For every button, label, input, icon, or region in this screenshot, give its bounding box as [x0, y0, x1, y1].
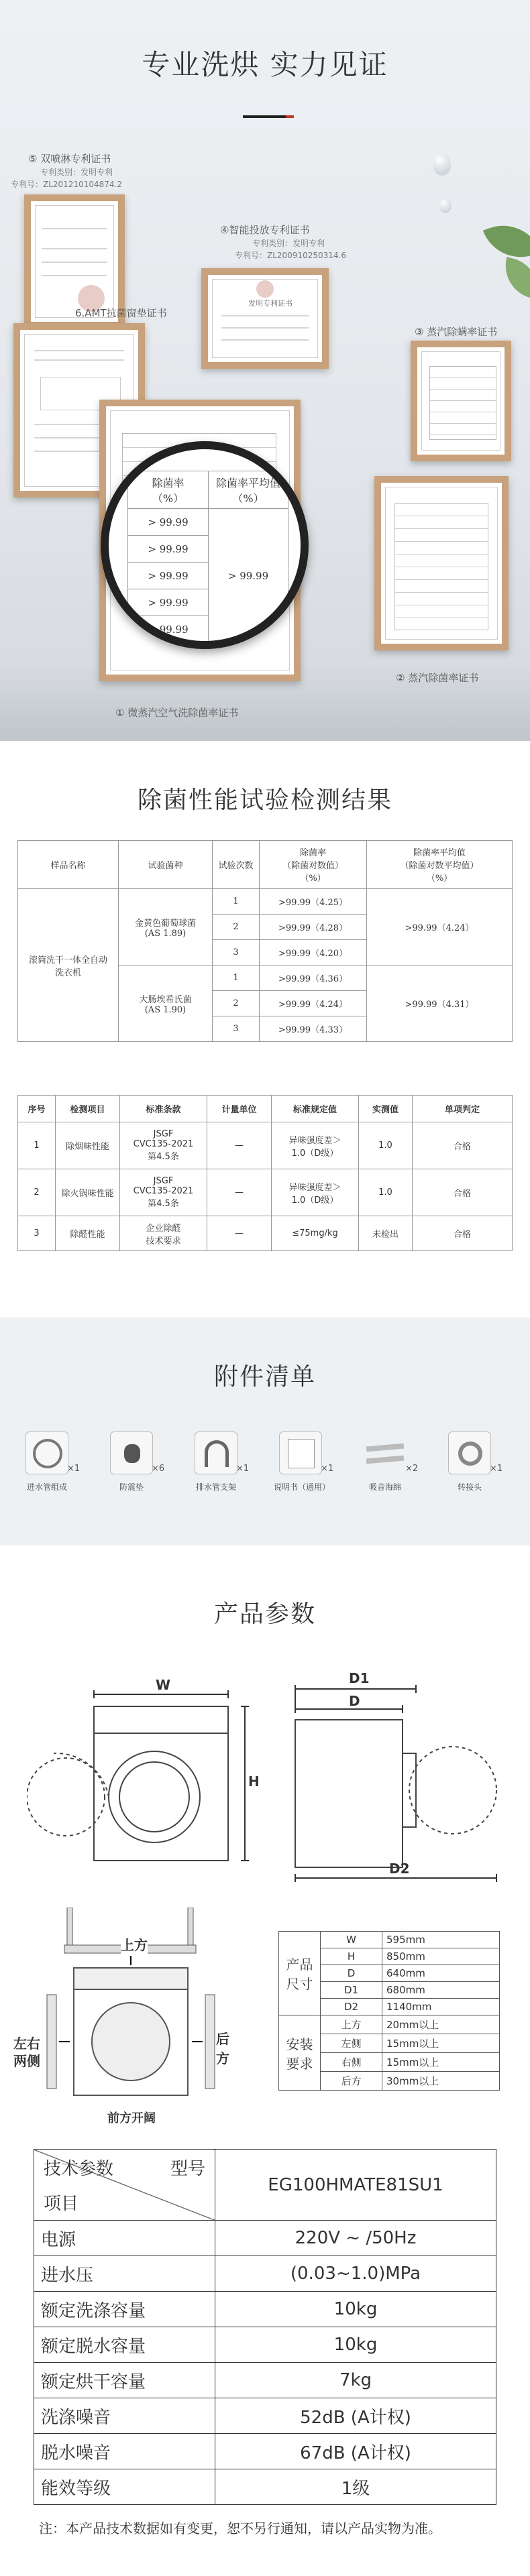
accessory-manual	[274, 1431, 334, 1492]
mag-row-1: > 99.99	[128, 509, 209, 536]
spec-key: 额定烘干容量	[34, 2363, 215, 2398]
install-key: 后方	[321, 2072, 382, 2091]
spec-model: EG100HMATE81SU1	[215, 2150, 496, 2221]
size-key: D1	[321, 1982, 382, 1999]
ab-strain-2: 大肠埃希氏菌 (AS 1.90)	[119, 965, 213, 1042]
in-r3-c1: 除醛性能	[56, 1216, 120, 1251]
accessory-label: 防震垫	[119, 1482, 144, 1492]
accessory-label: 说明书（通用）	[274, 1482, 331, 1492]
in-r2-c0: 2	[18, 1169, 56, 1216]
accessory-count: ×1	[236, 1464, 250, 1474]
install-key: 右侧	[321, 2053, 382, 2072]
dim-D2-label: D2	[389, 1861, 410, 1877]
in-r3-c3: —	[207, 1216, 272, 1251]
cert-5-label: ⑤ 双喷淋专利证书	[28, 153, 111, 165]
spec-key: 洗涤噪音	[34, 2398, 215, 2434]
ab-h2: 试验次数	[213, 841, 260, 889]
accessory-count: ×1	[490, 1464, 503, 1474]
in-h0: 序号	[18, 1096, 56, 1122]
ab-g2-v1: >99.99（4.36）	[260, 965, 367, 991]
install-key: 左侧	[321, 2034, 382, 2053]
in-r1-c6: 合格	[413, 1122, 513, 1169]
mag-avg: > 99.99	[209, 509, 288, 643]
install-val: 20mm以上	[382, 2015, 500, 2034]
size-key: W	[321, 1932, 382, 1948]
size-val: 1140mm	[382, 1999, 500, 2015]
in-h6: 单项判定	[413, 1096, 513, 1122]
accessory-plug	[105, 1431, 165, 1492]
hose-icon	[25, 1431, 68, 1474]
install-front-label: 前方开阔	[107, 2111, 156, 2125]
spec-h1: 技术参数	[44, 2159, 114, 2179]
size-val: 595mm	[382, 1932, 500, 1948]
accessories-section	[0, 1318, 530, 1545]
ab-g1-v1: >99.99（4.25）	[260, 889, 367, 915]
accessory-cover	[358, 1431, 419, 1492]
accessories-row	[20, 1431, 517, 1512]
cert-4-label: ④智能投放专利证书	[220, 224, 310, 236]
accessory-label: 转接头	[457, 1482, 482, 1492]
ab-g1-v2: >99.99（4.28）	[260, 915, 367, 940]
ab-g2-v2: >99.99（4.24）	[260, 991, 367, 1016]
cover-icon	[364, 1431, 407, 1474]
cert-6-label: 6.AMT抗菌窗垫证书	[75, 307, 167, 319]
size-key: D	[321, 1965, 382, 1982]
cert-2-frame	[374, 476, 509, 650]
cert-doc-title: 发明专利证书	[248, 299, 293, 308]
ab-sample: 滚筒洗干一体全自动洗衣机	[18, 889, 119, 1042]
dim-D1-label: D1	[349, 1670, 370, 1686]
in-h3: 计量单位	[207, 1096, 272, 1122]
ab-g1-avg: >99.99（4.24）	[367, 889, 513, 965]
params-section	[0, 1545, 530, 2576]
ab-h3: 除菌率 （除菌对数值） （%）	[260, 841, 367, 889]
in-r3-c4: ≤75mg/kg	[272, 1216, 359, 1251]
spec-val: 52dB (A计权)	[215, 2398, 496, 2434]
ab-strain-1: 金黄色葡萄球菌 (AS 1.89)	[119, 889, 213, 965]
cert-4-frame	[201, 268, 329, 369]
spec-table	[34, 2149, 496, 2505]
install-val: 30mm以上	[382, 2072, 500, 2091]
in-r1-c0: 1	[18, 1122, 56, 1169]
spec-val: 1级	[215, 2469, 496, 2505]
size-val: 850mm	[382, 1948, 500, 1965]
ab-g1-n1: 1	[213, 889, 260, 915]
front-view-diagram	[27, 1677, 260, 1874]
spec-key: 电源	[34, 2221, 215, 2256]
inspect-table	[17, 1095, 513, 1251]
accessory-label: 进水管组成	[26, 1482, 67, 1492]
in-r3-c5: 未检出	[359, 1216, 413, 1251]
accessory-adapter	[443, 1431, 503, 1492]
cert-5-sub1: 专利类别：发明专利	[40, 168, 113, 177]
size-label: 产品 尺寸	[279, 1932, 321, 2015]
install-label: 安装 要求	[279, 2015, 321, 2091]
spec-h3: 项目	[44, 2194, 79, 2214]
in-r2-c1: 除火锅味性能	[56, 1169, 120, 1216]
spec-key: 额定脱水容量	[34, 2327, 215, 2363]
mag-row-5: > 99.99	[128, 616, 209, 643]
in-r1-c4: 异味强度差＞ 1.0（D级）	[272, 1122, 359, 1169]
ab-g2-v3: >99.99（4.33）	[260, 1016, 367, 1042]
in-r2-c5: 1.0	[359, 1169, 413, 1216]
cert-2-label: ② 蒸汽除菌率证书	[396, 672, 479, 684]
in-r2-c3: —	[207, 1169, 272, 1216]
hero-title: 专业洗烘 实力见证	[142, 48, 388, 81]
magnifier-lens	[101, 441, 309, 649]
ab-g2-avg: >99.99（4.31）	[367, 965, 513, 1042]
cert-4-sub2: 专利号：ZL200910250314.6	[235, 251, 346, 260]
spec-key: 能效等级	[34, 2469, 215, 2505]
antibac-title: 除菌性能试验检测结果	[137, 786, 392, 814]
accessory-count: ×2	[405, 1464, 419, 1474]
in-r1-c2: JSGF CVC135-2021 第4.5条	[120, 1122, 207, 1169]
size-val: 640mm	[382, 1965, 500, 1982]
mag-col1-header: 除菌率 （%）	[128, 471, 209, 509]
adapter-icon	[448, 1431, 491, 1474]
in-r1-c5: 1.0	[359, 1122, 413, 1169]
spec-val: 10kg	[215, 2327, 496, 2363]
cert-3-label: ③ 蒸汽除螨率证书	[415, 326, 498, 338]
ab-g2-n2: 2	[213, 991, 260, 1016]
dim-H-label: H	[248, 1773, 260, 1790]
in-r2-c6: 合格	[413, 1169, 513, 1216]
hero-section	[0, 0, 530, 741]
install-val: 15mm以上	[382, 2034, 500, 2053]
in-r2-c2: JSGF CVC135-2021 第4.5条	[120, 1169, 207, 1216]
spec-val: (0.03~1.0)MPa	[215, 2256, 496, 2292]
params-title: 产品参数	[213, 1600, 316, 1628]
spec-key: 进水压	[34, 2256, 215, 2292]
accessory-label: 排水管支架	[195, 1482, 236, 1492]
spec-val: 67dB (A计权)	[215, 2434, 496, 2469]
size-key: D2	[321, 1999, 382, 2015]
plug-icon	[110, 1431, 153, 1474]
ab-h4: 除菌率平均值 （除菌对数平均值） （%）	[367, 841, 513, 889]
in-r2-c4: 异味强度差＞ 1.0（D级）	[272, 1169, 359, 1216]
in-h2: 标准条款	[120, 1096, 207, 1122]
dim-D-label: D	[349, 1693, 360, 1709]
cert-5-sub2: 专利号：ZL201210104874.2	[11, 180, 122, 189]
ab-h0: 样品名称	[18, 841, 119, 889]
drop-icon	[433, 153, 451, 176]
cert-1-label: ① 微蒸汽空气洗除菌率证书	[115, 707, 239, 719]
cert-4-sub1: 专利类别：发明专利	[252, 239, 325, 248]
spec-note: 注：本产品技术数据如有变更，恕不另行通知，请以产品实物为准。	[39, 2520, 441, 2536]
ab-h1: 试验菌种	[119, 841, 213, 889]
spec-key: 额定洗涤容量	[34, 2292, 215, 2327]
accessory-count: ×6	[152, 1464, 165, 1474]
drop-icon	[439, 198, 452, 213]
install-val: 15mm以上	[382, 2053, 500, 2072]
drain-bracket-icon	[195, 1431, 237, 1474]
side-view-diagram	[282, 1670, 510, 1887]
ab-g2-n1: 1	[213, 965, 260, 991]
mag-col2-header: 除菌率平均值 （%）	[209, 471, 288, 509]
size-val: 680mm	[382, 1982, 500, 1999]
accessories-title: 附件清单	[213, 1363, 316, 1391]
dim-W-label: W	[156, 1677, 171, 1693]
accessory-label: 吸音海绵	[368, 1482, 401, 1492]
manual-icon	[279, 1431, 322, 1474]
size-install-table	[278, 1931, 500, 2091]
install-diagram	[13, 1908, 242, 2129]
accessory-count: ×1	[67, 1464, 81, 1474]
spec-corner	[34, 2150, 215, 2221]
ab-g2-n3: 3	[213, 1016, 260, 1042]
in-r3-c0: 3	[18, 1216, 56, 1251]
accessory-hose	[20, 1431, 81, 1492]
in-r1-c3: —	[207, 1122, 272, 1169]
install-back-label: 后方	[216, 2031, 229, 2066]
install-key: 上方	[321, 2015, 382, 2034]
antibac-section	[0, 741, 530, 1318]
size-key: H	[321, 1948, 382, 1965]
in-r3-c2: 企业除醛 技术要求	[120, 1216, 207, 1251]
spec-h2: 型号	[170, 2159, 205, 2179]
in-r3-c6: 合格	[413, 1216, 513, 1251]
accessory-drain-bracket	[189, 1431, 250, 1492]
ab-g1-n2: 2	[213, 915, 260, 940]
in-r1-c1: 除烟味性能	[56, 1122, 120, 1169]
spec-val: 220V ~ /50Hz	[215, 2221, 496, 2256]
spec-val: 7kg	[215, 2363, 496, 2398]
title-underline-accent	[286, 115, 294, 118]
antibac-table	[17, 840, 513, 1042]
spec-key: 脱水噪音	[34, 2434, 215, 2469]
ab-g1-v3: >99.99（4.20）	[260, 940, 367, 965]
ab-g1-n3: 3	[213, 940, 260, 965]
title-underline	[243, 115, 287, 118]
install-top-label: 上方	[121, 1934, 148, 1954]
in-h1: 检测项目	[56, 1096, 120, 1122]
install-sides-label: 左右 两侧	[13, 2036, 40, 2069]
mag-row-4: > 99.99	[128, 589, 209, 616]
mag-row-2: > 99.99	[128, 536, 209, 563]
accessory-count: ×1	[321, 1464, 334, 1474]
mag-row-3: > 99.99	[128, 563, 209, 589]
in-h4: 标准规定值	[272, 1096, 359, 1122]
spec-val: 10kg	[215, 2292, 496, 2327]
cert-3-frame	[411, 341, 511, 461]
in-h5: 实测值	[359, 1096, 413, 1122]
plant-leaf-icon	[498, 257, 530, 300]
